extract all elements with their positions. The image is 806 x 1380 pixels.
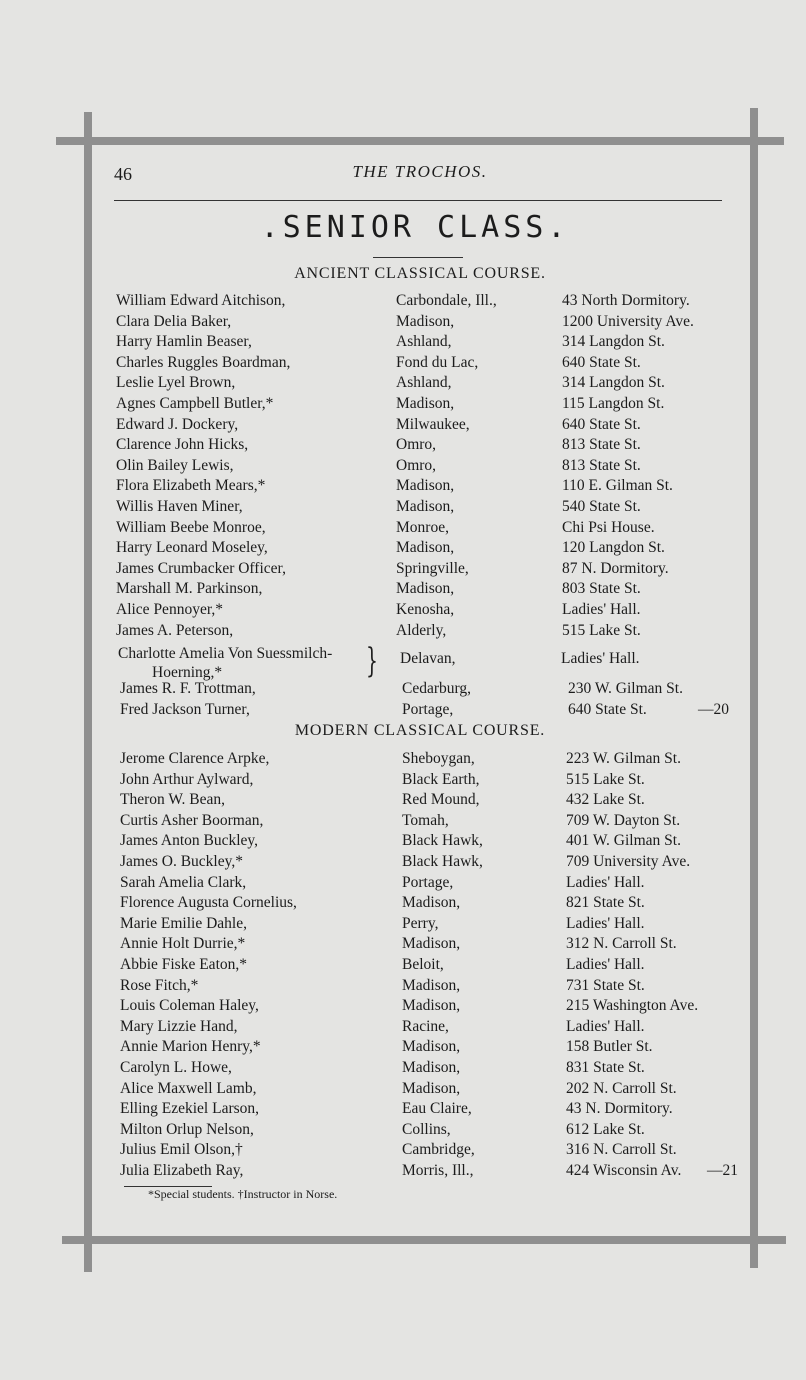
entry-name: Theron W. Bean,: [120, 791, 226, 809]
entry-address: Chi Psi House.: [562, 518, 655, 536]
entry-name: Annie Marion Henry,*: [120, 1038, 261, 1056]
entry-town: Omro,: [396, 436, 437, 454]
entry-name: Florence Augusta Cornelius,: [120, 894, 297, 912]
entry-address: 831 State St.: [566, 1059, 645, 1076]
entry-address: 314 Langdon St.: [562, 333, 665, 351]
entry-address: 401 W. Gilman St.: [566, 832, 681, 850]
entry-town: Fond du Lac,: [396, 353, 479, 371]
entry-town: Collins,: [402, 1120, 451, 1138]
class-title: .SENIOR CLASS.: [260, 210, 570, 245]
entry-town: Alderly,: [396, 621, 447, 639]
entry-address: 87 N. Dormitory.: [562, 559, 669, 577]
entry-address: 230 W. Gilman St.: [568, 680, 683, 697]
entry-name: James Crumbacker Officer,: [116, 559, 286, 577]
entry-name: Harry Hamlin Beaser,: [116, 333, 252, 351]
entry-name: James O. Buckley,*: [120, 853, 243, 870]
entry-address: 424 Wisconsin Av.: [566, 1162, 682, 1179]
entry-address: 432 Lake St.: [566, 791, 645, 809]
entry-address: 202 N. Carroll St.: [566, 1079, 677, 1097]
entry-address: 813 State St.: [562, 436, 641, 454]
entry-address: 314 Langdon St.: [562, 374, 665, 392]
entry-address: 515 Lake St.: [566, 770, 645, 788]
entry-address: Ladies' Hall.: [562, 601, 641, 618]
entry-address: Ladies' Hall.: [566, 914, 645, 932]
entry-name: Elling Ezekiel Larson,: [120, 1100, 260, 1118]
section-count: —21: [707, 1162, 738, 1179]
entry-address: 312 N. Carroll St.: [566, 935, 677, 953]
entry-address: 821 State St.: [566, 894, 645, 912]
entry-name: Agnes Campbell Butler,*: [116, 395, 274, 412]
entry-name: Marie Emilie Dahle,: [120, 914, 247, 932]
entry-town: Tomah,: [402, 811, 449, 829]
entry-address: 709 W. Dayton St.: [566, 811, 681, 829]
entry-town: Ashland,: [396, 374, 452, 392]
entry-name: Fred Jackson Turner,: [120, 700, 250, 718]
entry-town: Madison,: [396, 539, 455, 557]
entry-town: Black Earth,: [402, 770, 480, 788]
entry-name: William Beebe Monroe,: [116, 518, 266, 536]
entry-town: Madison,: [396, 498, 455, 515]
entry-town: Portage,: [402, 700, 454, 718]
entry-town: Beloit,: [402, 956, 444, 973]
entry-name: James A. Peterson,: [116, 621, 234, 639]
entry-town: Eau Claire,: [402, 1100, 472, 1118]
entry-name: Jerome Clarence Arpke,: [120, 750, 270, 767]
entry-town: Madison,: [396, 312, 455, 330]
entry-town: Madison,: [402, 1079, 461, 1097]
entry-name: Leslie Lyel Brown,: [116, 374, 236, 392]
section-count: —20: [698, 700, 729, 718]
brace-glyph: }: [366, 641, 378, 681]
entry-address: 813 State St.: [562, 456, 641, 474]
entry-town: Cedarburg,: [402, 680, 472, 697]
entry-address: 43 N. Dormitory.: [566, 1100, 673, 1118]
entry-name: Curtis Asher Boorman,: [120, 811, 264, 829]
entry-town: Black Hawk,: [402, 832, 483, 850]
header-rule: [114, 200, 722, 201]
page-number: 46: [114, 164, 132, 184]
entry-address: 731 State St.: [566, 976, 645, 994]
entry-name: Mary Lizzie Hand,: [120, 1017, 238, 1035]
entry-town: Cambridge,: [402, 1141, 475, 1159]
entry-name: Rose Fitch,*: [120, 976, 199, 994]
entry-name: Abbie Fiske Eaton,*: [120, 956, 247, 973]
entry-town: Kenosha,: [396, 601, 455, 618]
entry-address: 110 E. Gilman St.: [562, 477, 673, 495]
entry-address: 158 Butler St.: [566, 1038, 653, 1056]
entry-name: John Arthur Aylward,: [120, 770, 254, 788]
entry-name: Clara Delia Baker,: [116, 312, 232, 330]
entry-town: Racine,: [402, 1017, 449, 1035]
entry-town: Madison,: [396, 580, 455, 598]
entry-address: Ladies' Hall.: [566, 956, 645, 973]
entry-town: Madison,: [402, 894, 461, 912]
entry-name: Edward J. Dockery,: [116, 415, 239, 433]
entry-town: Madison,: [402, 1059, 461, 1076]
entry-address: 709 University Ave.: [566, 853, 691, 870]
entry-name: James Anton Buckley,: [120, 832, 259, 850]
entry-address: 803 State St.: [562, 580, 641, 598]
entry-name: Olin Bailey Lewis,: [116, 456, 234, 474]
entry-name: Annie Holt Durrie,*: [120, 935, 246, 953]
entry-address: 316 N. Carroll St.: [566, 1141, 677, 1159]
entry-town: Black Hawk,: [402, 853, 483, 870]
entry-address: 215 Washington Ave.: [566, 997, 699, 1015]
frame-bottom-rule: [62, 1236, 786, 1244]
entry-town: Ashland,: [396, 333, 452, 351]
title-rule: [373, 257, 463, 258]
entry-address: 515 Lake St.: [562, 621, 641, 639]
entry-address: 640 State St.: [562, 353, 641, 371]
entry-name: Marshall M. Parkinson,: [116, 580, 263, 598]
entry-town: Madison,: [402, 935, 461, 953]
entry-town: Monroe,: [396, 518, 449, 536]
footnote: *Special students. †Instructor in Norse.: [148, 1187, 338, 1201]
entry-name: Alice Pennoyer,*: [116, 601, 223, 618]
entry-town: Madison,: [402, 997, 461, 1015]
entry-name: James R. F. Trottman,: [120, 680, 256, 697]
running-title: THE TROCHOS.: [352, 162, 488, 181]
entry-address: 612 Lake St.: [566, 1120, 645, 1138]
entry-name: Willis Haven Miner,: [116, 498, 243, 515]
entry-name: Julia Elizabeth Ray,: [120, 1162, 244, 1179]
entry-address: 540 State St.: [562, 498, 641, 515]
entry-address: Ladies' Hall.: [566, 873, 645, 891]
modern-course-heading: MODERN CLASSICAL COURSE.: [294, 722, 546, 739]
ancient-course-heading: ANCIENT CLASSICAL COURSE.: [294, 265, 546, 282]
entry-name: William Edward Aitchison,: [116, 292, 286, 309]
entry-address: Ladies' Hall.: [561, 650, 640, 667]
entry-town: Madison,: [396, 395, 455, 412]
entry-name: Milton Orlup Nelson,: [120, 1120, 254, 1138]
entry-town: Springville,: [396, 559, 469, 577]
entry-name: Carolyn L. Howe,: [120, 1059, 232, 1076]
entry-town: Milwaukee,: [396, 415, 470, 433]
entry-name: Charles Ruggles Boardman,: [116, 353, 291, 371]
entry-address: 115 Langdon St.: [562, 395, 665, 412]
entry-name: Julius Emil Olson,†: [120, 1141, 243, 1159]
entry-name: Alice Maxwell Lamb,: [120, 1079, 257, 1097]
entry-town: Perry,: [402, 914, 439, 932]
entry-town: Delavan,: [400, 650, 456, 667]
entry-town: Madison,: [402, 976, 461, 994]
entry-town: Madison,: [396, 477, 455, 495]
entry-town: Madison,: [402, 1038, 461, 1056]
entry-town: Omro,: [396, 456, 437, 474]
entry-address: 120 Langdon St.: [562, 539, 665, 557]
entry-town: Portage,: [402, 873, 454, 891]
entry-address: 640 State St.: [562, 415, 641, 433]
entry-name-continued: Hoerning,*: [152, 664, 223, 681]
entry-town: Sheboygan,: [402, 750, 475, 767]
entry-name: Harry Leonard Moseley,: [116, 539, 268, 557]
entry-address: 43 North Dormitory.: [562, 292, 690, 309]
entry-name: Louis Coleman Haley,: [120, 997, 259, 1015]
entry-address: 1200 University Ave.: [562, 312, 694, 330]
frame-top-rule: [56, 137, 784, 145]
entry-town: Carbondale, Ill.,: [396, 292, 497, 309]
entry-name: Flora Elizabeth Mears,*: [116, 477, 266, 495]
entry-address: Ladies' Hall.: [566, 1017, 645, 1035]
frame-left-rule: [84, 112, 92, 1272]
entry-name: Charlotte Amelia Von Suessmilch-: [118, 645, 333, 662]
entry-town: Red Mound,: [402, 791, 480, 809]
entry-town: Morris, Ill.,: [402, 1162, 474, 1179]
entry-address: 640 State St.: [568, 700, 647, 718]
entry-name: Sarah Amelia Clark,: [120, 873, 247, 891]
entry-name: Clarence John Hicks,: [116, 436, 249, 454]
entry-address: 223 W. Gilman St.: [566, 750, 681, 767]
